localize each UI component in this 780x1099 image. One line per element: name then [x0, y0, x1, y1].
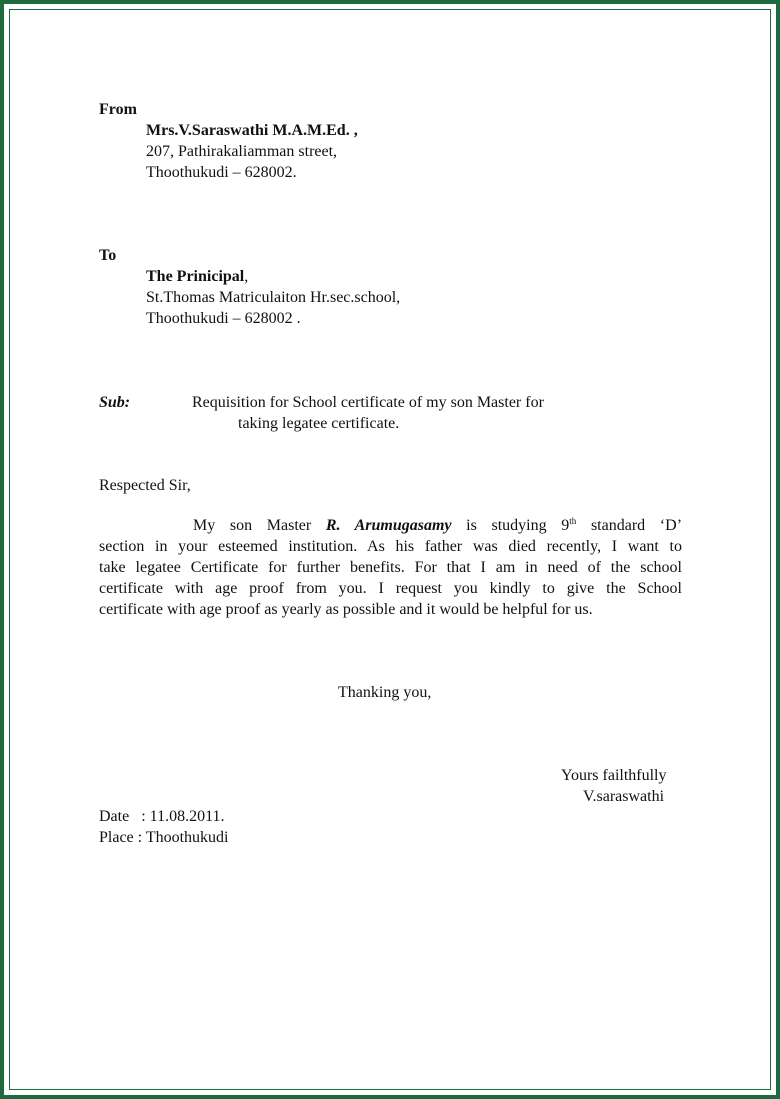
- to-address-line1: St.Thomas Matriculaiton Hr.sec.school,: [146, 289, 401, 306]
- body-line1-pre: My son Master: [193, 517, 312, 534]
- place-label: Place :: [99, 829, 146, 846]
- body-line1: [193, 516, 682, 536]
- date-label: Date :: [99, 808, 150, 825]
- body-line5: certificate with age proof as yearly as possible and it would be helpful for us.: [99, 601, 593, 618]
- date-line: [99, 807, 224, 827]
- to-name-line: [146, 267, 248, 287]
- body-line1-post: standard ‘D’: [590, 517, 683, 534]
- from-heading: From: [99, 101, 137, 118]
- salutation: Respected Sir,: [99, 477, 191, 494]
- body-line4: certificate with age proof from you. I request you kindly to give the School: [99, 580, 682, 597]
- student-name: R. Arumugasamy: [325, 517, 452, 534]
- signature-name: V.saraswathi: [583, 788, 665, 805]
- from-address-line2: Thoothukudi – 628002.: [146, 164, 297, 181]
- to-address-line2: Thoothukudi – 628002 .: [146, 310, 301, 327]
- thanks-line: Thanking you,: [338, 684, 432, 701]
- ordinal-suffix: th: [569, 516, 577, 526]
- body-line3: take legatee Certificate for further benefits. For that I am in need of the school: [99, 559, 682, 576]
- subject-label: Sub:: [99, 394, 131, 411]
- body-line1-mid: is studying 9: [466, 517, 570, 534]
- to-name-suffix: ,: [244, 268, 249, 285]
- place-line: [99, 828, 228, 848]
- valediction: Yours failthfully: [561, 767, 667, 784]
- subject-line2: taking legatee certificate.: [238, 415, 400, 432]
- from-name: Mrs.V.Saraswathi M.A.M.Ed. ,: [146, 122, 358, 139]
- to-name: The Prinicipal: [146, 268, 245, 285]
- from-address-line1: 207, Pathirakaliamman street,: [146, 143, 338, 160]
- subject-line1: Requisition for School certificate of my son Master for: [192, 394, 544, 411]
- to-heading: To: [99, 247, 117, 264]
- date-value: 11.08.2011.: [149, 808, 225, 825]
- body-line2: section in your esteemed institution. As his father was died recently, I want to: [99, 538, 682, 555]
- place-value: Thoothukudi: [145, 829, 229, 846]
